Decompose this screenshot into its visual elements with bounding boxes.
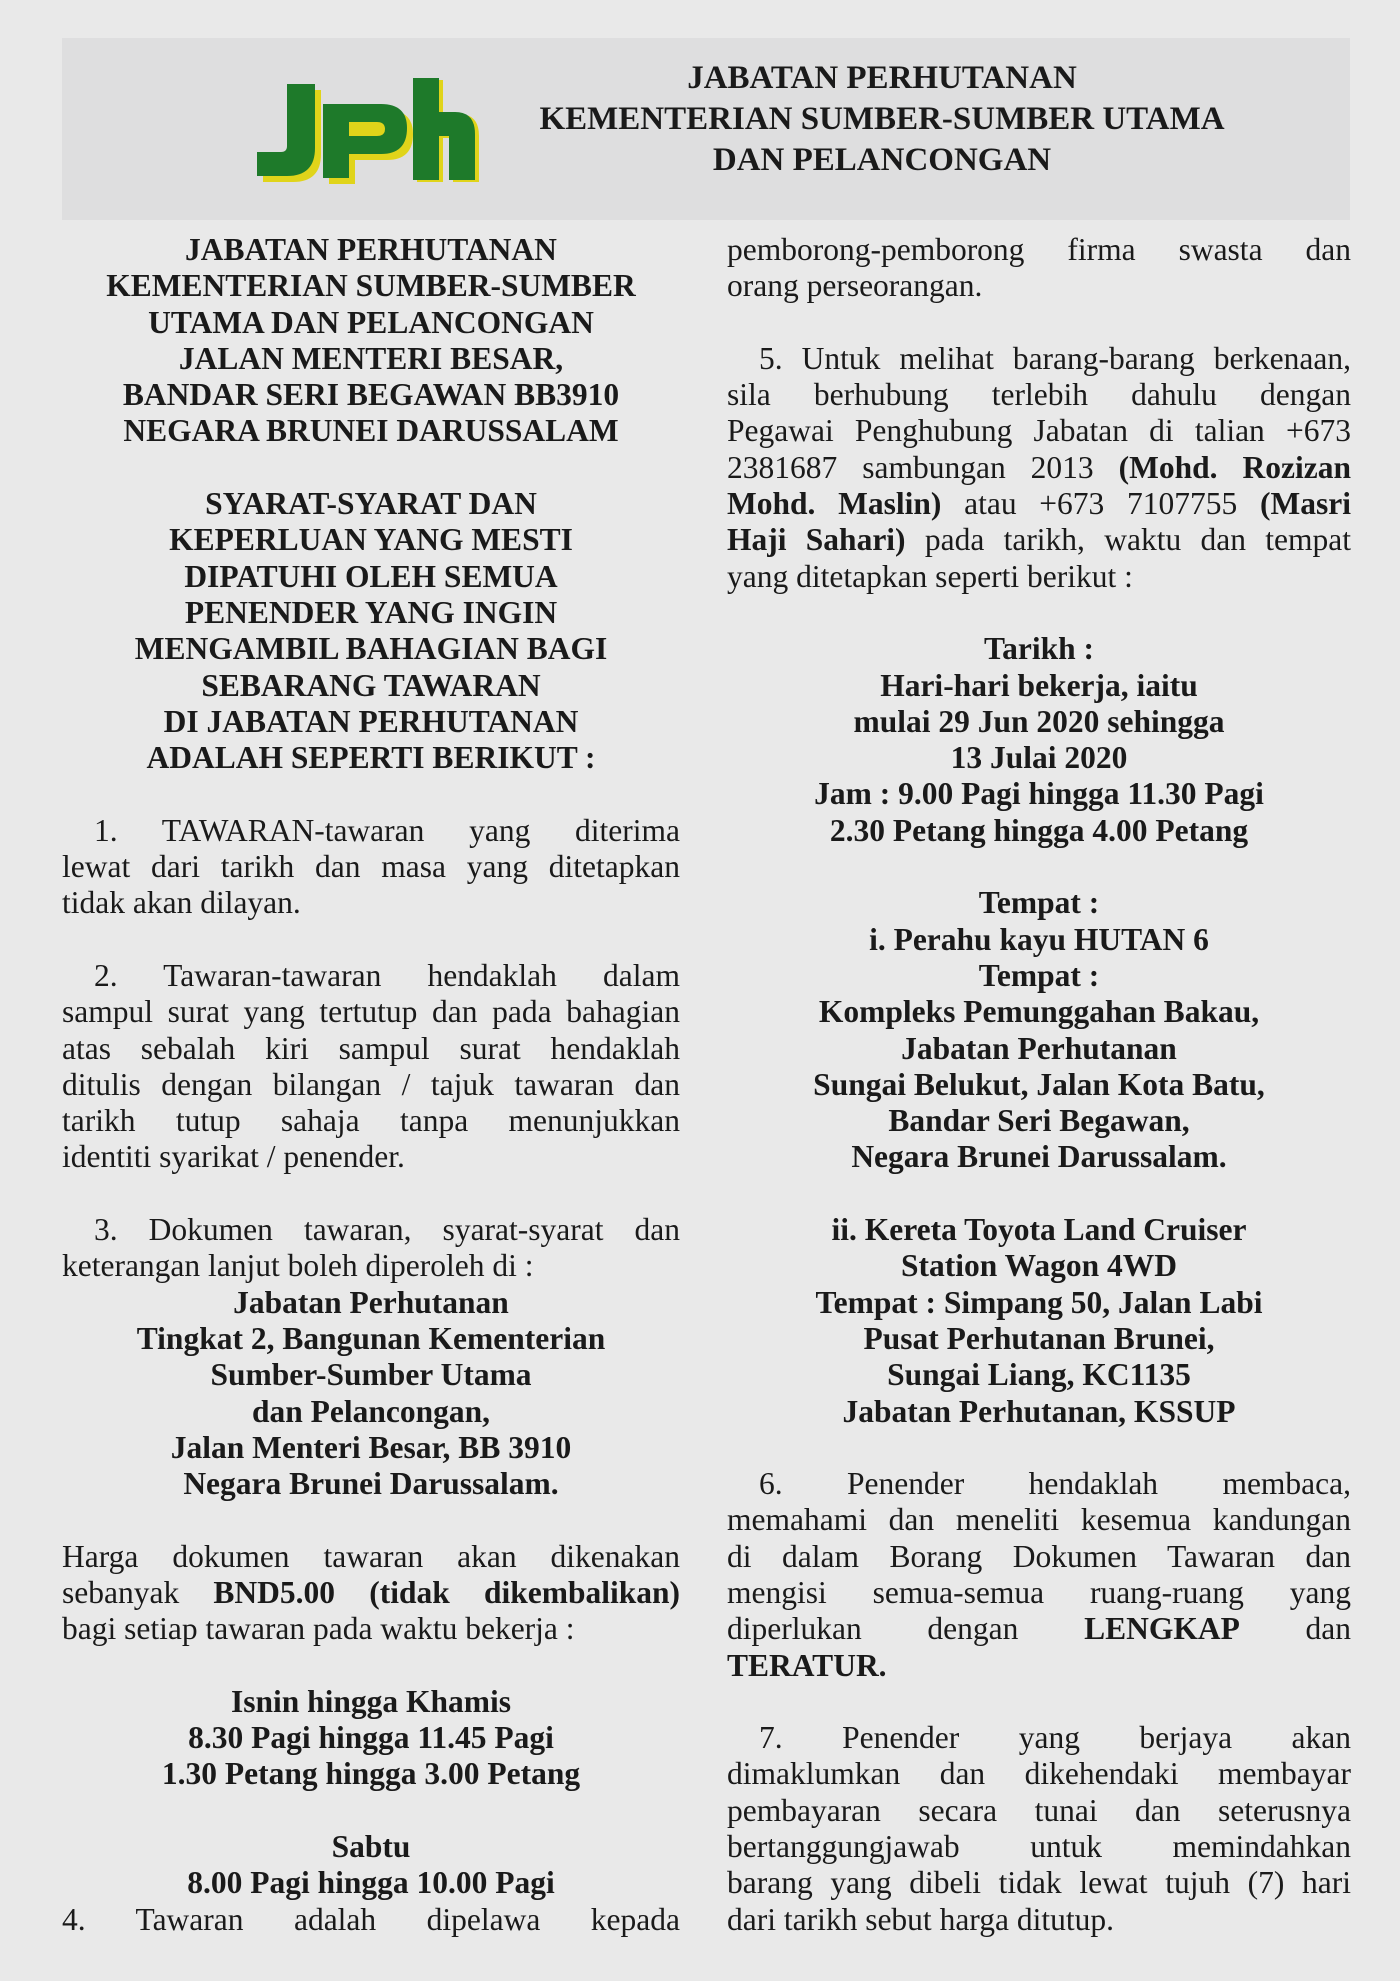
address-line: NEGARA BRUNEI DARUSSALAM	[123, 413, 619, 449]
date-line: Hari-hari bekerja, iaitu	[880, 667, 1198, 703]
title-line: DIPATUHI OLEH SEMUA	[184, 558, 558, 594]
paragraph-line: 7. Penender yang berjaya akan	[759, 1720, 1351, 1756]
address-line: UTAMA DAN PELANCONGAN	[148, 304, 594, 340]
hours-line: Sabtu	[331, 1829, 411, 1865]
location-line: Bandar Seri Begawan,	[888, 1103, 1190, 1139]
paragraph-line: tidak akan dilayan.	[62, 885, 301, 921]
viewing-date-block	[727, 631, 1351, 849]
contact-name: Haji Sahari)	[727, 522, 906, 558]
paragraph-line: keterangan lanjut boleh diperoleh di :	[62, 1248, 534, 1284]
date-line: mulai 29 Jun 2020 sehingga	[853, 703, 1225, 739]
paragraph-line: 5. Untuk melihat barang-barang berkenaan,	[759, 340, 1351, 376]
header-banner	[62, 38, 1350, 220]
paragraph-line: dari tarikh sebut harga ditutup.	[727, 1901, 1114, 1937]
paragraph-3	[62, 1212, 680, 1285]
location-line: Kompleks Pemunggahan Bakau,	[818, 994, 1260, 1030]
paragraph-line: barang yang dibeli tidak lewat tujuh (7) hari	[727, 1865, 1351, 1901]
location-line: Station Wagon 4WD	[901, 1248, 1177, 1284]
price-line: bagi setiap tawaran pada waktu bekerja :	[62, 1611, 575, 1647]
paragraph-line: mengisi semua-semua ruang-ruang yang	[727, 1574, 1351, 1610]
contact-text: 2381687 sambungan 2013	[727, 449, 1119, 485]
pickup-address-line: Sumber-Sumber Utama	[210, 1357, 532, 1393]
contact-name: Mohd. Maslin)	[727, 486, 942, 522]
contact-text: atau +673 7107755	[941, 486, 1261, 522]
location-line: Jabatan Perhutanan	[901, 1030, 1177, 1066]
document-pickup-address	[62, 1285, 680, 1503]
title-line: PENENDER YANG INGIN	[184, 594, 558, 630]
location-line: Jabatan Perhutanan, KSSUP	[842, 1393, 1236, 1429]
paragraph-line	[727, 450, 1351, 486]
title-line: DI JABATAN PERHUTANAN	[163, 703, 579, 739]
location-line: Sungai Liang, KC1135	[887, 1357, 1191, 1393]
paragraph-line	[727, 486, 1351, 522]
hours-line: 8.30 Pagi hingga 11.45 Pagi	[188, 1720, 554, 1756]
date-line: Jam : 9.00 Pagi hingga 11.30 Pagi	[814, 776, 1264, 812]
viewing-location-2	[727, 1212, 1351, 1430]
paragraph-1	[62, 813, 680, 922]
title-line: KEPERLUAN YANG MESTI	[169, 522, 573, 558]
paragraph-line: memahami dan meneliti kesemua kandungan	[727, 1502, 1351, 1538]
price-amount: BND5.00 (tidak dikembalikan)	[213, 1574, 681, 1610]
paragraph-line: orang perseorangan.	[727, 268, 983, 304]
contact-name: (Masri	[1260, 486, 1351, 522]
p6-text: dan	[1239, 1611, 1352, 1647]
paragraph-line: sampul surat yang tertutup dan pada bahagian	[62, 994, 680, 1030]
address-line: KEMENTERIAN SUMBER-SUMBER	[106, 268, 636, 304]
viewing-location-1	[727, 885, 1351, 1175]
location-line: Pusat Perhutanan Brunei,	[863, 1320, 1215, 1356]
paragraph-line: 1. TAWARAN-tawaran yang diterima	[94, 812, 680, 848]
address-line: JABATAN PERHUTANAN	[185, 232, 557, 267]
paragraph-line: TERATUR.	[727, 1647, 887, 1683]
header-line-2: KEMENTERIAN SUMBER-SUMBER UTAMA	[539, 101, 1225, 137]
address-block	[62, 232, 680, 450]
hours-line: 1.30 Petang hingga 3.00 Petang	[161, 1756, 581, 1792]
location-line: Tempat :	[978, 885, 1100, 921]
hours-line: 8.00 Pagi hingga 10.00 Pagi	[187, 1865, 555, 1901]
title-line: MENGAMBIL BAHAGIAN BAGI	[134, 631, 608, 667]
paragraph-line: dimaklumkan dan dikehendaki membayar	[727, 1756, 1351, 1792]
contact-name: (Mohd. Rozizan	[1118, 449, 1351, 485]
hours-line: Isnin hingga Khamis	[230, 1683, 512, 1719]
header-line-1: JABATAN PERHUTANAN	[687, 60, 1077, 96]
pickup-address-line: Jalan Menteri Besar, BB 3910	[170, 1429, 572, 1465]
paragraph-5	[727, 341, 1351, 595]
p6-text: diperlukan dengan	[727, 1611, 1085, 1647]
location-line: Tempat :	[978, 957, 1100, 993]
location-line: i. Perahu kayu HUTAN 6	[869, 921, 1209, 957]
title-line: SYARAT-SYARAT DAN	[205, 486, 537, 522]
jph-logo	[247, 78, 479, 184]
paragraph-6	[727, 1466, 1351, 1684]
weekday-hours	[62, 1684, 680, 1793]
paragraph-line: 6. Penender hendaklah membaca,	[759, 1466, 1351, 1502]
date-line: Tarikh :	[983, 631, 1094, 667]
paragraph-line: atas sebalah kiri sampul surat hendaklah	[62, 1030, 680, 1066]
paragraph-line: pemborong-pemborong firma swasta dan	[727, 232, 1351, 267]
date-line: 13 Julai 2020	[950, 740, 1128, 776]
paragraph-line: 3. Dokumen tawaran, syarat-syarat dan	[94, 1212, 680, 1248]
title-line: ADALAH SEPERTI BERIKUT :	[146, 740, 596, 776]
title-line: SEBARANG TAWARAN	[201, 667, 541, 703]
title-block	[62, 486, 680, 776]
paragraph-line	[727, 522, 1351, 558]
paragraph-line: Pegawai Penghubung Jabatan di talian +673	[727, 413, 1351, 449]
paragraph-line: di dalam Borang Dokumen Tawaran dan	[727, 1538, 1351, 1574]
document-price	[62, 1539, 680, 1648]
address-line: BANDAR SERI BEGAWAN BB3910	[122, 377, 620, 413]
address-line: JALAN MENTERI BESAR,	[178, 340, 564, 376]
paragraph-line: sila berhubung terlebih dahulu dengan	[727, 377, 1351, 413]
paragraph-line: pembayaran secara tunai dan seterusnya	[727, 1792, 1351, 1828]
right-column	[727, 232, 1351, 1938]
paragraph-4-start: 4. Tawaran adalah dipelawa kepada	[62, 1901, 680, 1937]
saturday-hours	[62, 1829, 680, 1902]
location-line: Sungai Belukut, Jalan Kota Batu,	[813, 1066, 1265, 1102]
paragraph-line: ditulis dengan bilangan / tajuk tawaran dan	[62, 1066, 680, 1102]
pickup-address-line: Jabatan Perhutanan	[233, 1284, 509, 1320]
price-line	[62, 1575, 680, 1611]
paragraph-line: identiti syarikat / penender.	[62, 1139, 405, 1175]
p6-emphasis: LENGKAP	[1084, 1611, 1240, 1647]
paragraph-4-continued	[727, 232, 1351, 305]
paragraph-7	[727, 1720, 1351, 1938]
paragraph-2	[62, 958, 680, 1176]
date-line: 2.30 Petang hingga 4.00 Petang	[829, 812, 1249, 848]
contact-text: pada tarikh, waktu dan tempat	[905, 522, 1351, 558]
location-line: Tempat : Simpang 50, Jalan Labi	[815, 1284, 1263, 1320]
paragraph-line: yang ditetapkan seperti berikut :	[727, 558, 1133, 594]
pickup-address-line: Negara Brunei Darussalam.	[183, 1466, 559, 1502]
pickup-address-line: dan Pelancongan,	[251, 1393, 491, 1429]
paragraph-line	[727, 1611, 1351, 1647]
pickup-address-line: Tingkat 2, Bangunan Kementerian	[136, 1320, 606, 1356]
left-column	[62, 232, 680, 1938]
location-line: Negara Brunei Darussalam.	[851, 1139, 1227, 1175]
price-line: Harga dokumen tawaran akan dikenakan	[62, 1538, 680, 1574]
paragraph-line: bertanggungjawab untuk memindahkan	[727, 1829, 1351, 1865]
paragraph-line: lewat dari tarikh dan masa yang ditetapkan	[62, 849, 680, 885]
paragraph-line: tarikh tutup sahaja tanpa menunjukkan	[62, 1103, 680, 1139]
location-line: ii. Kereta Toyota Land Cruiser	[831, 1212, 1247, 1248]
price-text: sebanyak	[62, 1574, 214, 1610]
paragraph-line: 2. Tawaran-tawaran hendaklah dalam	[94, 957, 680, 993]
header-line-3: DAN PELANCONGAN	[712, 142, 1052, 178]
